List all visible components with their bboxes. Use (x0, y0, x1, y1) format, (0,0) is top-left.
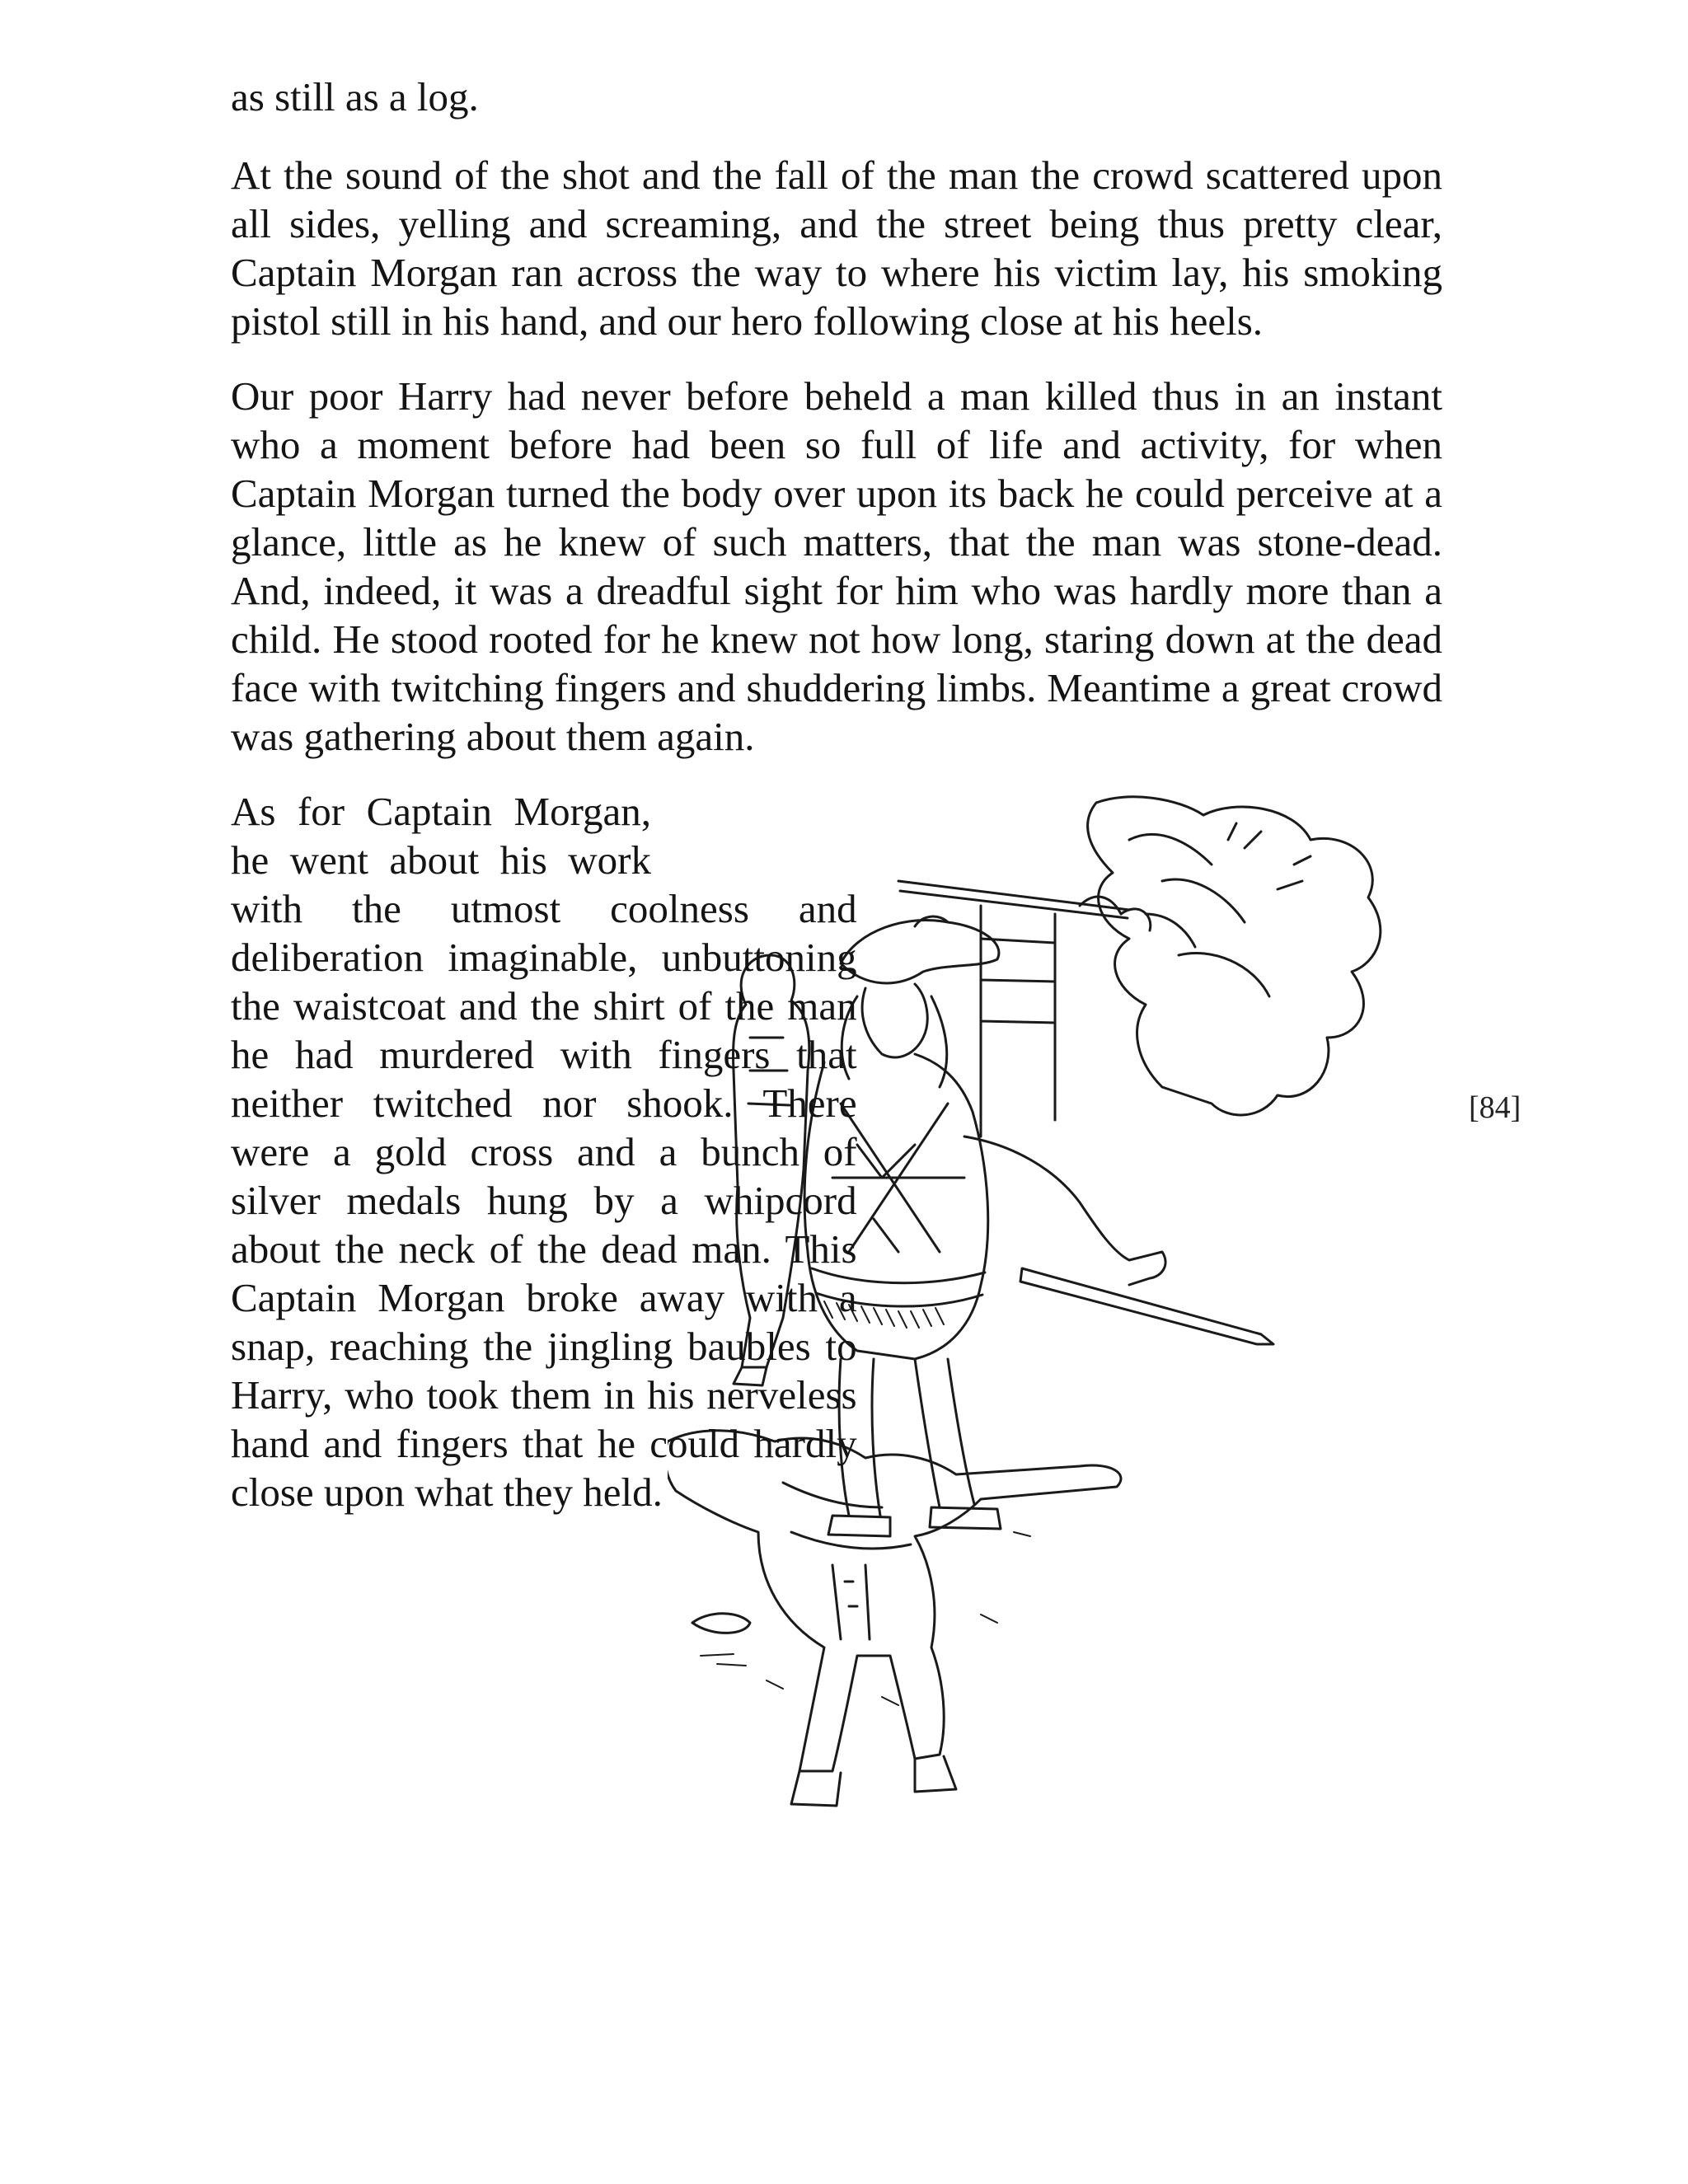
fallen-man (668, 1431, 1121, 1771)
pistol-barrel (898, 881, 1129, 918)
pirate-hat (841, 920, 999, 982)
paragraph: As for Captain Morgan, he went about his work with the utmost coolness and deliberation imaginable, unbuttoning the waistcoat and the shirt of the man he had murdered with fingers that neither twitched nor shook. There were a gold cross and a bunch of silver medals hung by a whipcord about the neck of the dead man. This Captain Morgan broke away with a snap, reaching the jingling baubles to Harry, who took them in his nerveless hand and fingers that he could hardly close upon what they held. (231, 789, 857, 1515)
crowd-outline (1088, 797, 1381, 1115)
illustrated-section (231, 787, 1442, 1516)
paragraph: as still as a log. (231, 74, 479, 120)
page-number: [84] (1469, 1090, 1522, 1125)
paragraph: Our poor Harry had never before beheld a man killed thus in an instant who a moment before had been so full of life and activity, for when Captain Morgan turned the body over upon its back he could perceive at a glance, little as he knew of such matters, that the man was stone-dead. And, indeed, it was a dreadful sight for him who was hardly more than a child. He stood rooted for he knew not how long, staring down at the dead face with twitching fingers and shuddering limbs. Meantime a great crowd was gathering about them again. (231, 373, 1442, 759)
pirate-arm (964, 1137, 1165, 1285)
book-page (231, 73, 1442, 2166)
paragraph: At the sound of the shot and the fall of the man the crowd scattered upon all sides, yelling and screaming, and the street being thus pretty clear, Captain Morgan ran across the way to where his victim lay, his smoking pistol still in his hand, and our hero following close at his heels. (231, 152, 1442, 344)
